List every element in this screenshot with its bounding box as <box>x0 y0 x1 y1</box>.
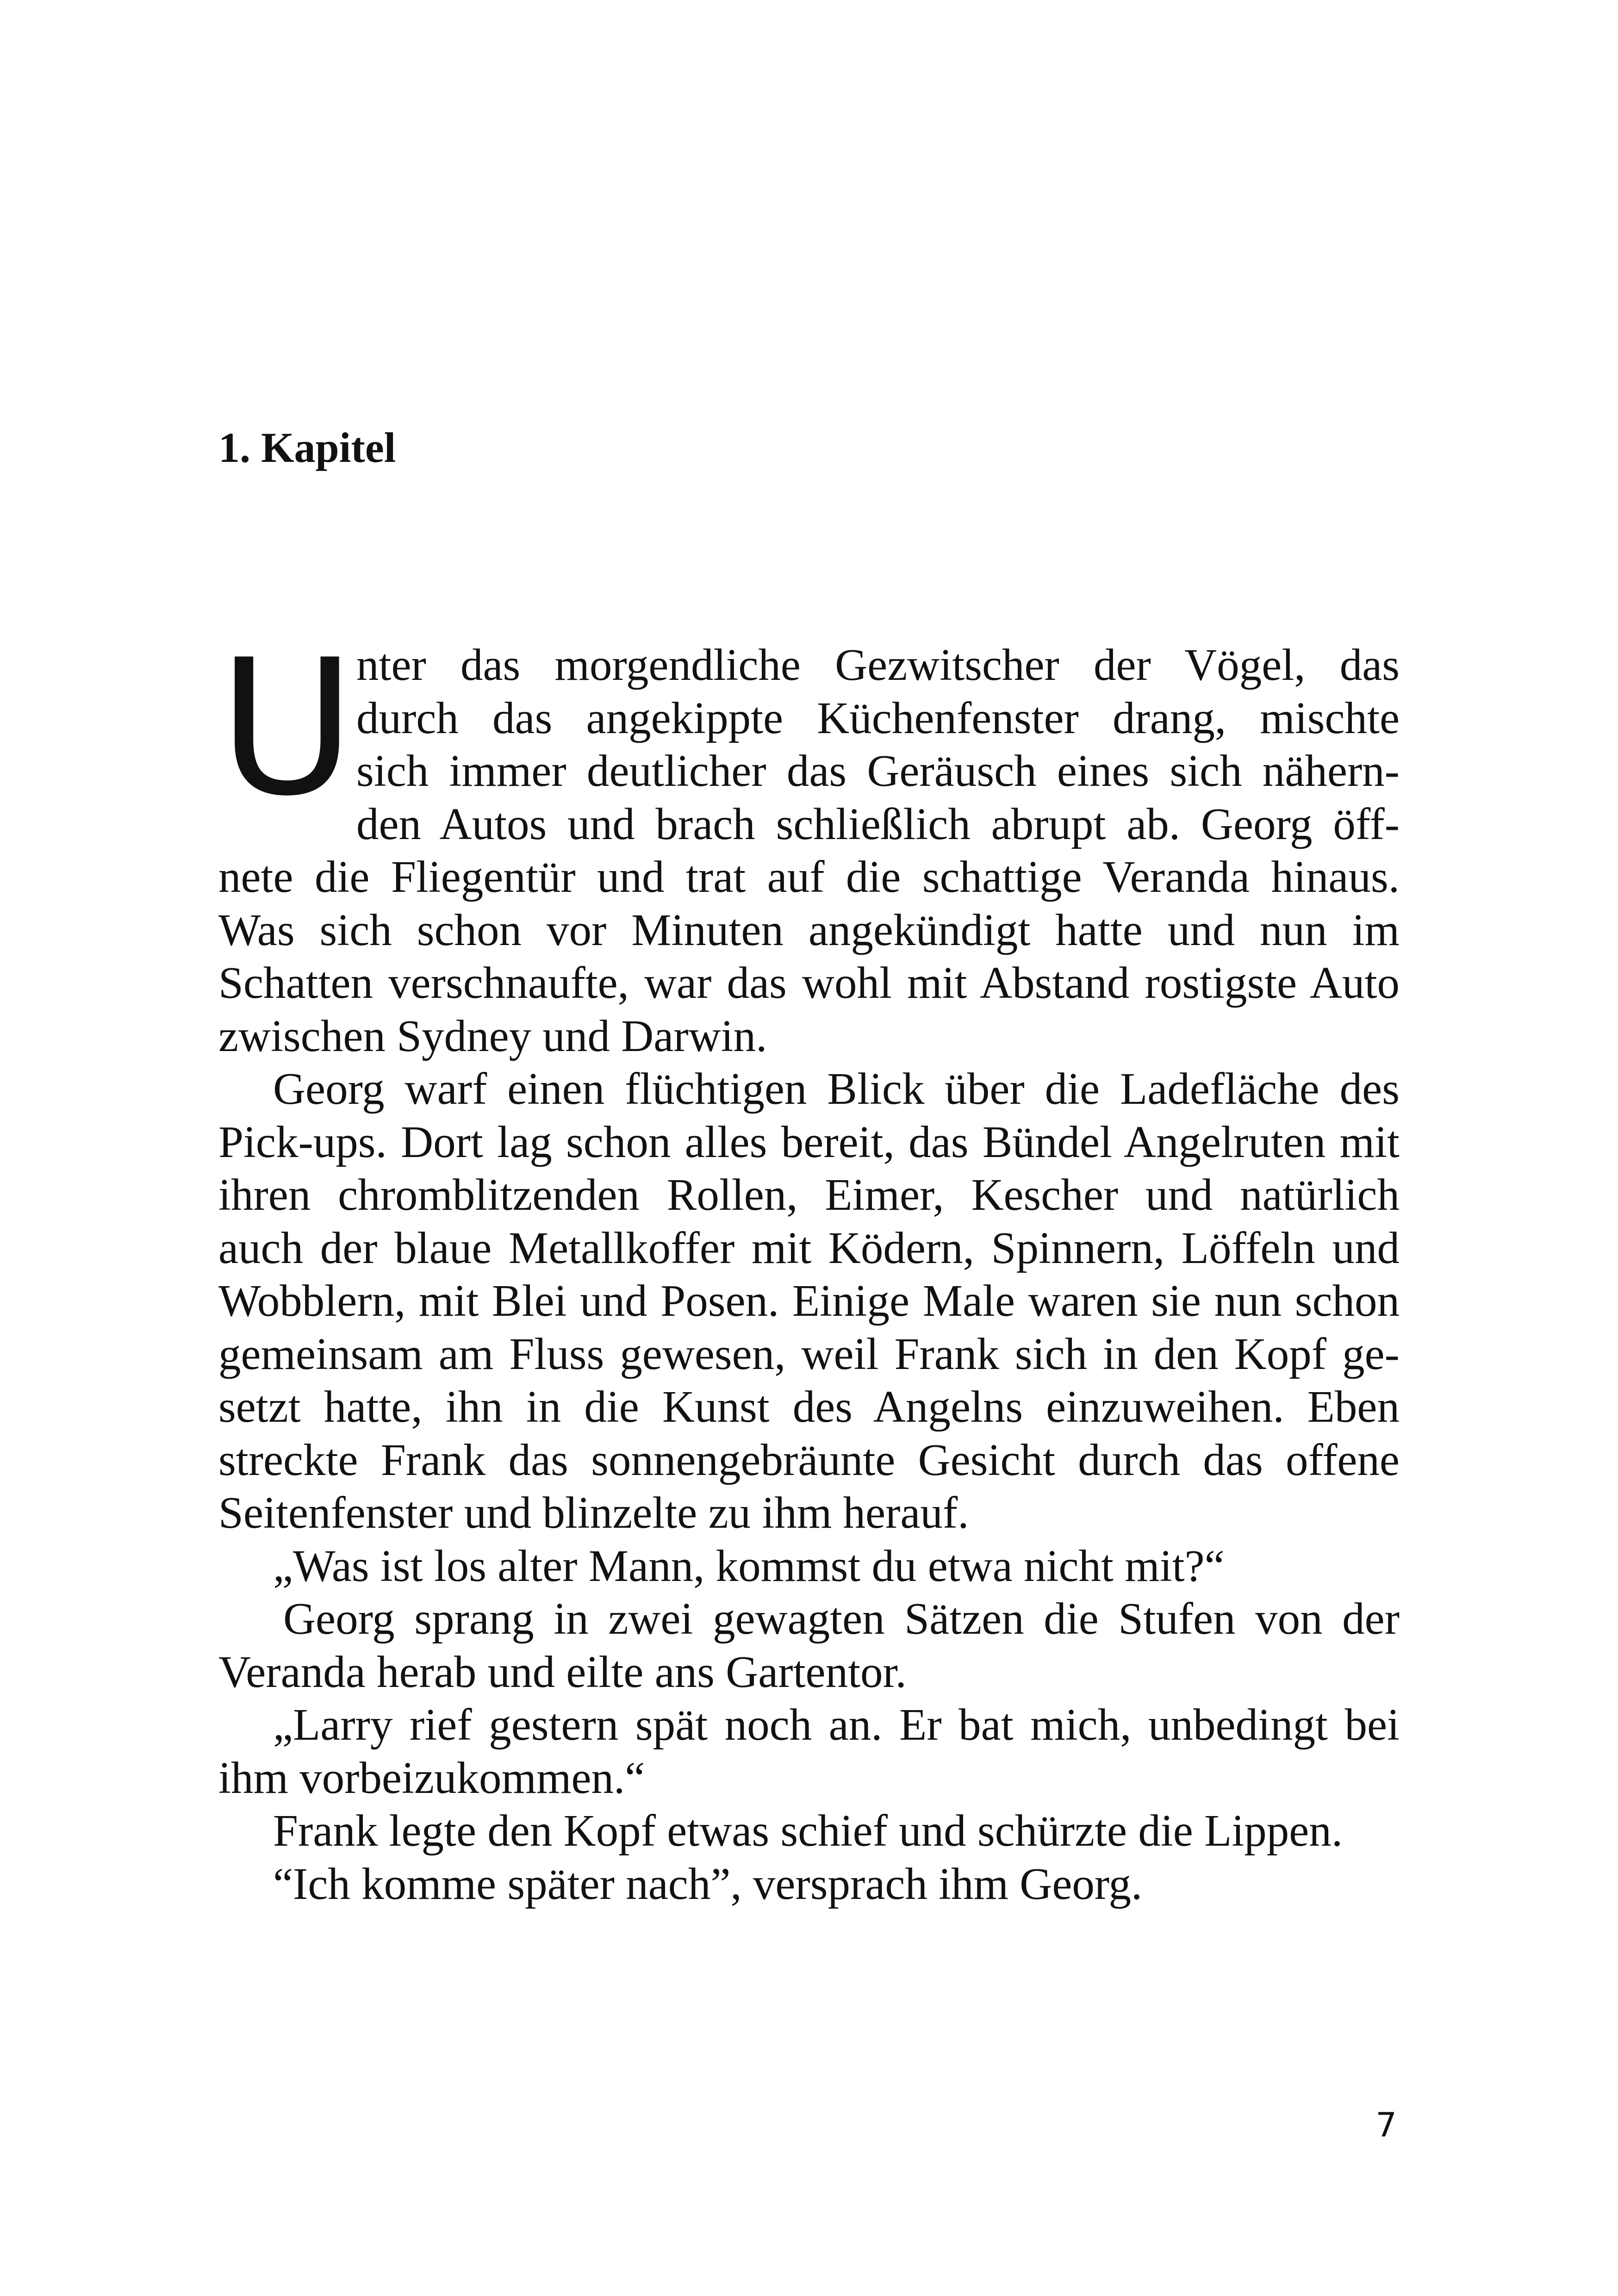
text-line: streckte Frank das sonnengebräunte Gesicht durch das offene <box>218 1435 1400 1485</box>
chapter-heading: 1. Kapitel <box>218 424 396 471</box>
text-line: Veranda herab und eilte ans Gartentor. <box>218 1647 907 1697</box>
text-line: den Autos und brach schließlich abrupt ab. Georg öff- <box>356 799 1400 849</box>
text-line: nter das morgendliche Gezwitscher der Vögel, das <box>356 640 1400 690</box>
text-line: Georg warf einen flüchtigen Blick über die Ladefläche des <box>273 1064 1400 1114</box>
text-line: Pick-ups. Dort lag schon alles bereit, das Bündel Angelruten mit <box>218 1117 1400 1167</box>
text-line: auch der blaue Metallkoffer mit Ködern, Spinnern, Löffeln und <box>218 1223 1400 1273</box>
text-line: Frank legte den Kopf etwas schief und schürzte die Lippen. <box>273 1806 1343 1855</box>
text-line: Seitenfenster und blinzelte zu ihm herauf. <box>218 1488 969 1537</box>
text-line: nete die Fliegentür und trat auf die schattige Veranda hinaus. <box>218 852 1400 902</box>
text-line: ihren chromblitzenden Rollen, Eimer, Kescher und natürlich <box>218 1170 1400 1220</box>
text-line: „Larry rief gestern spät noch an. Er bat mich, unbedingt bei <box>273 1700 1400 1749</box>
page-number: 7 <box>1375 2105 1397 2144</box>
drop-cap: U <box>218 620 355 837</box>
text-line: gemeinsam am Fluss gewesen, weil Frank sich in den Kopf ge- <box>218 1329 1400 1379</box>
chapter-text <box>218 620 1400 1910</box>
text-line: Georg sprang in zwei gewagten Sätzen die Stufen von der <box>283 1594 1400 1643</box>
text-line: sich immer deutlicher das Geräusch eines sich nähern- <box>356 746 1400 796</box>
text-line: Was sich schon vor Minuten angekündigt hatte und nun im <box>218 905 1400 955</box>
text-line: setzt hatte, ihn in die Kunst des Angelns einzuweihen. Eben <box>218 1382 1400 1431</box>
text-line: “Ich komme später nach”, versprach ihm Georg. <box>273 1859 1143 1909</box>
text-line: Schatten verschnaufte, war das wohl mit Abstand rostigste Auto <box>218 958 1400 1008</box>
text-line: Wobblern, mit Blei und Posen. Einige Male waren sie nun schon <box>218 1276 1400 1325</box>
text-line: „Was ist los alter Mann, kommst du etwa nicht mit?“ <box>273 1541 1225 1591</box>
text-line: durch das angekippte Küchenfenster drang, mischte <box>356 693 1400 743</box>
text-line: ihm vorbeizukommen.“ <box>218 1753 645 1803</box>
text-line: zwischen Sydney und Darwin. <box>218 1011 767 1061</box>
